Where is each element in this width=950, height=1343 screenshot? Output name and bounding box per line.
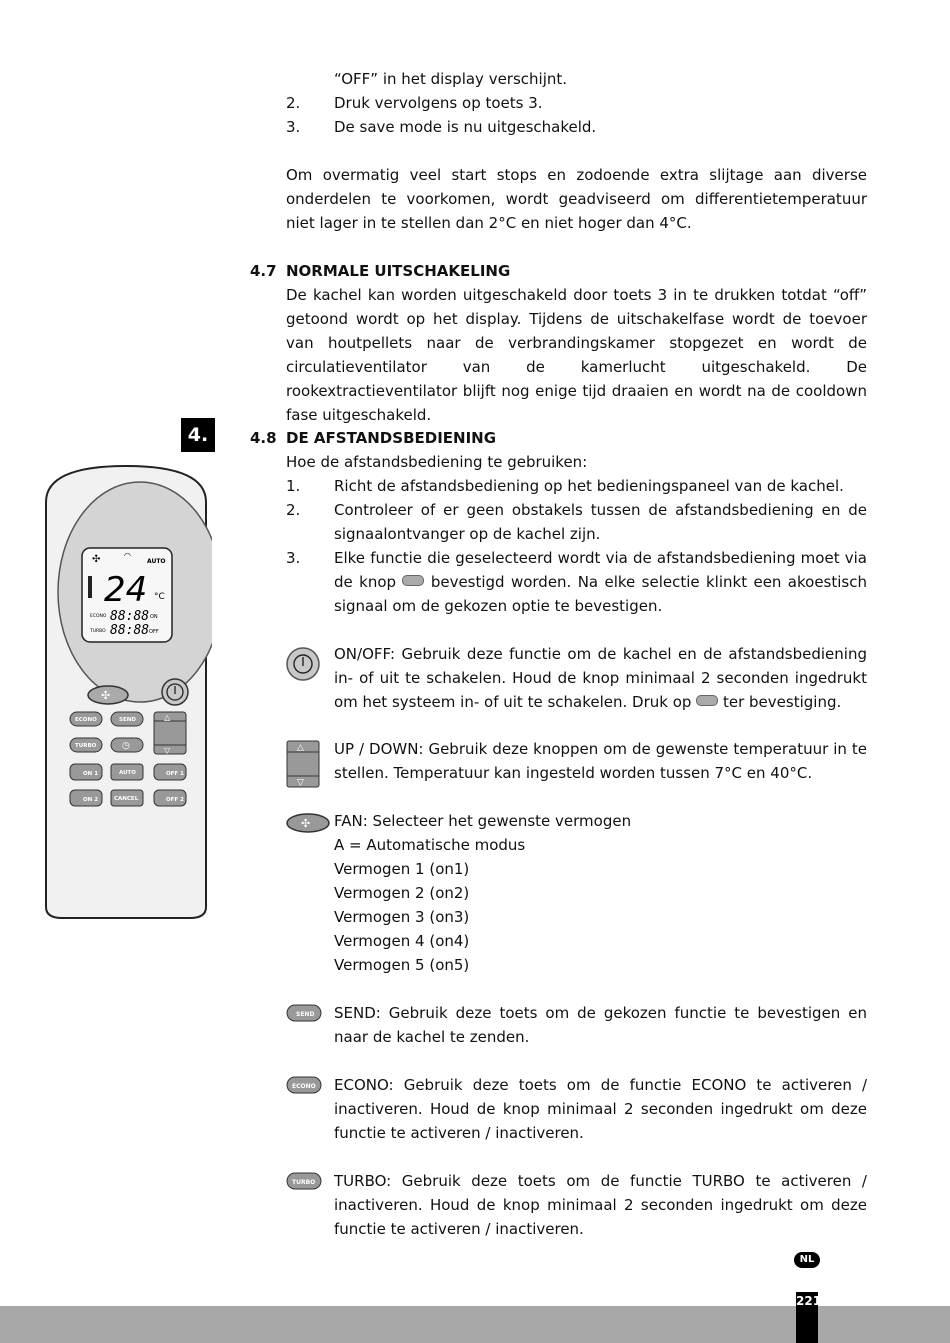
lcd-on: ON (150, 614, 158, 620)
svg-text:▽: ▽ (297, 778, 304, 788)
turbo-icon (286, 1172, 322, 1190)
lcd-auto: AUTO (147, 558, 166, 565)
list-number: 1. (286, 477, 301, 495)
page-number: 221 (796, 1292, 818, 1343)
section-title: DE AFSTANDSBEDIENING (286, 429, 497, 447)
lcd-timer-on: 88:88 (110, 609, 150, 624)
list-number: 2. (286, 94, 301, 112)
off1-button: OFF 1 (166, 771, 184, 777)
updown-description: UP / DOWN: Gebruik deze knoppen om de gewenste temperatuur in te stellen. Temperatuur kan ingesteld worden tussen 7°C en 40°C. (334, 740, 867, 782)
fan-line: Vermogen 2 (on2) (334, 884, 470, 902)
list-item: De save mode is nu uitgeschakeld. (334, 118, 597, 136)
auto-button: AUTO (119, 770, 136, 776)
fan-line: FAN: Selecteer het gewenste vermogen (334, 812, 632, 830)
send-description: SEND: Gebruik deze toets om de gekozen functie te bevestigen en naar de kachel te zenden. (334, 1004, 867, 1046)
send-button: SEND (119, 717, 136, 723)
onoff-description: ON/OFF: Gebruik deze functie om de kachel en de afstandsbediening in- of uit te schakelen. Houd de knop minimaal 2 seconden ingedrukt om het systeem in- of uit te schakelen. Druk op ter bevestiging. (334, 645, 867, 711)
off2-button: OFF 2 (166, 797, 184, 803)
chapter-tab: 4. (181, 418, 215, 452)
send-icon (286, 1004, 322, 1022)
on1-button: ON 1 (83, 771, 99, 777)
fan-line: A = Automatische modus (334, 836, 526, 854)
list-item: Controleer of er geen obstakels tussen de afstandsbediening en de signaalontvanger op de kachel zijn. (334, 501, 867, 543)
svg-text:SEND: SEND (296, 1011, 315, 1018)
turbo-button: TURBO (75, 743, 97, 749)
send-button-icon (696, 695, 718, 706)
section-body: De kachel kan worden uitgeschakeld door toets 3 in te drukken totdat “off” getoond wordt op het display. Tijdens de uitschakelfase wordt de toevoer van houtpellets naar de verbrandingskamer stopgezet en wordt de circulatieventilator van de kamerlucht uitgeschakeld. De rookextractieventilator blijft nog enige tijd draaien en wordt na de cooldown fase uitgeschakeld. (286, 286, 867, 424)
lcd-unit: °C (154, 592, 165, 602)
econo-button: ECONO (75, 717, 97, 723)
section-number: 4.7 (250, 262, 277, 280)
lcd-temperature: 24 (104, 570, 148, 610)
fan-line: Vermogen 4 (on4) (334, 932, 470, 950)
section-number: 4.8 (250, 429, 277, 447)
econo-description: ECONO: Gebruik deze toets om de functie ECONO te activeren / inactiveren. Houd de knop minimaal 2 seconden ingedrukt om deze functie te activeren / inactiveren. (334, 1076, 867, 1142)
lcd-timer-off: 88:88 (110, 623, 150, 638)
fan-line: Vermogen 3 (on3) (334, 908, 470, 926)
remote-control-illustration (40, 462, 212, 922)
list-number: 3. (286, 549, 301, 567)
up-down-icon (286, 740, 320, 788)
lcd-econo: ECONO (90, 614, 107, 619)
svg-text:△: △ (297, 743, 304, 753)
svg-text:✣: ✣ (301, 817, 311, 830)
list-number: 2. (286, 501, 301, 519)
svg-text:ECONO: ECONO (292, 1083, 316, 1090)
lcd-turbo: TURBO (90, 629, 106, 634)
fan-line: Vermogen 1 (on1) (334, 860, 470, 878)
fan-icon (286, 812, 330, 834)
turbo-description: TURBO: Gebruik deze toets om de functie TURBO te activeren / inactiveren. Houd de knop minimaal 2 seconden ingedrukt om deze functie te activeren / inactiveren. (334, 1172, 867, 1238)
list-item: Druk vervolgens op toets 3. (334, 94, 543, 112)
list-item: Richt de afstandsbediening op het bedieningspaneel van de kachel. (334, 477, 844, 495)
fan-line: Vermogen 5 (on5) (334, 956, 470, 974)
power-icon (286, 647, 320, 681)
send-button-icon (402, 575, 424, 586)
signal-icon: ◠ (124, 551, 131, 560)
intro-paragraph: Om overmatig veel start stops en zodoende extra slijtage aan diverse onderdelen te voorkomen, wordt geadviseerd om differentietemperatuur niet lager in te stellen dan 2°C en niet hoger dan 4°C. (286, 166, 867, 232)
lcd-off: OFF (149, 629, 159, 635)
cancel-button: CANCEL (114, 796, 139, 802)
svg-text:TURBO: TURBO (292, 1179, 316, 1186)
language-badge: NL (794, 1252, 820, 1268)
list-number: 3. (286, 118, 301, 136)
section-intro: Hoe de afstandsbediening te gebruiken: (286, 453, 588, 471)
on2-button: ON 2 (83, 797, 99, 803)
fan-icon: ✣ (92, 554, 101, 565)
svg-text:✣: ✣ (101, 689, 111, 702)
intro-line: “OFF” in het display verschijnt. (334, 70, 568, 88)
up-arrow-icon: △ (164, 713, 171, 722)
clock-icon: ◷ (122, 741, 130, 751)
econo-icon (286, 1076, 322, 1094)
down-arrow-icon: ▽ (164, 746, 171, 755)
section-title: NORMALE UITSCHAKELING (286, 262, 511, 280)
list-item: Elke functie die geselecteerd wordt via de afstandsbediening moet via de knop bevestigd worden. Na elke selectie klinkt een akoestisch signaal om de gekozen optie te bevestigen. (334, 549, 867, 615)
